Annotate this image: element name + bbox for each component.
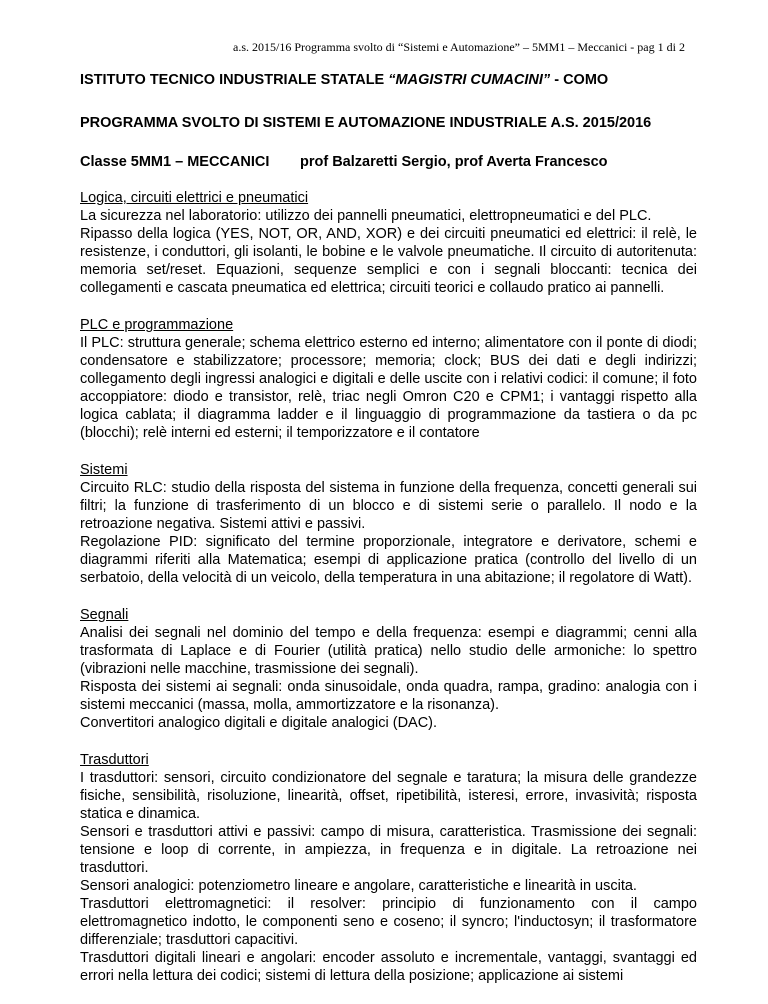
section-title: Sistemi — [80, 462, 128, 478]
school-suffix: - COMO — [550, 72, 609, 88]
section-paragraph: Sensori e trasduttori attivi e passivi: campo di misura, caratteristica. Trasmissione dei segnali: tensione e loop di corrente, in ampiezza, in frequenza e in digitale. La retroazione nei trasduttori. — [80, 824, 697, 876]
section — [80, 606, 697, 732]
school-name: “MAGISTRI CUMACINI” — [388, 72, 551, 88]
section-paragraph: Il PLC: struttura generale; schema elettrico esterno ed interno; alimentatore con il ponte di diodi; condensatore e stabilizzatore; processore; memoria; clock; BUS dei dati e degli indirizzi; collegamento degli ingressi analogici e digitali e delle uscite con i relativi codici: il comune; il foto accoppiatore: diodo e transistor, relè, triac negli Omron C20 e CPM1; i vantaggi rispetto alla logica cablata; il diagramma ladder e il linguaggio di programmazione da tastiera o da pc (blocchi); relè interni ed esterni; il temporizzatore e il contatore — [80, 335, 697, 441]
section-title: Segnali — [80, 607, 129, 623]
program-title: PROGRAMMA SVOLTO DI SISTEMI E AUTOMAZIONE INDUSTRIALE A.S. 2015/2016 — [80, 115, 652, 131]
section-paragraph: Analisi dei segnali nel dominio del tempo e della frequenza: esempi e diagrammi; cenni alla trasformata di Laplace e di Fourier (utilità pratica) nello studio delle armoniche: lo spettro (vibrazioni nelle macchine, trasmissione dei segnali). — [80, 625, 697, 677]
class-label: Classe 5MM1 – MECCANICI — [80, 154, 270, 170]
school-prefix: ISTITUTO TECNICO INDUSTRIALE STATALE — [80, 72, 389, 88]
section-paragraph: Trasduttori elettromagnetici: il resolver: principio di funzionamento con il campo elettromagnetico indotto, le componenti seno e coseno; il syncro; l'inductosyn; il trasformatore differenziale; trasduttori capacitivi. — [80, 896, 697, 948]
section — [80, 316, 697, 442]
section — [80, 751, 697, 985]
teachers: prof Balzaretti Sergio, prof Averta Francesco — [300, 154, 608, 170]
section-title: PLC e programmazione — [80, 317, 234, 333]
school-title — [80, 72, 697, 88]
page-header: a.s. 2015/16 Programma svolto di “Sistemi e Automazione” – 5MM1 – Meccanici - pag 1 di 2 — [233, 40, 685, 54]
sections — [80, 189, 697, 985]
section-paragraph: Convertitori analogico digitali e digitale analogici (DAC). — [80, 715, 438, 731]
section — [80, 461, 697, 587]
section-paragraph: Risposta dei sistemi ai segnali: onda sinusoidale, onda quadra, rampa, gradino: analogia con i sistemi meccanici (massa, molla, ammortizzatore e la risonanza). — [80, 679, 697, 713]
section-title: Trasduttori — [80, 752, 149, 768]
section-title: Logica, circuiti elettrici e pneumatici — [80, 190, 309, 206]
section-paragraph: Sensori analogici: potenziometro lineare e angolare, caratteristiche e linearità in uscita. — [80, 878, 637, 894]
section-paragraph: Trasduttori digitali lineari e angolari: encoder assoluto e incrementale, vantaggi, svantaggi ed errori nella lettura dei codici; sistemi di lettura della posizione; applicazione ai sistemi — [80, 950, 697, 984]
section-paragraph: Circuito RLC: studio della risposta del sistema in funzione della frequenza, concetti generali sui filtri; la funzione di trasferimento di un blocco e di sistemi serie o parallelo. Il nodo e la retroazione negativa. Sistemi attivi e passivi. — [80, 480, 697, 532]
section-paragraph: I trasduttori: sensori, circuito condizionatore del segnale e taratura; la misura delle grandezze fisiche, sensibilità, risoluzione, linearità, offset, ripetibilità, isteresi, errore, invasività; risposta statica e dinamica. — [80, 770, 697, 822]
document-body — [80, 70, 697, 1004]
section — [80, 189, 697, 297]
section-paragraph: Ripasso della logica (YES, NOT, OR, AND, XOR) e dei circuiti pneumatici ed elettrici: il relè, le resistenze, i conduttori, gli isolanti, le bobine e le valvole pneumatiche. Il circuito di autoritenuta: memoria set/reset. Equazioni, sequenze semplici e con i segnali bloccanti: tecnica dei collegamenti e cascata pneumatica ed elettrica; circuiti teorici e collaudo pratico ai pannelli. — [80, 226, 697, 296]
class-line — [80, 154, 697, 170]
section-paragraph: Regolazione PID: significato del termine proporzionale, integratore e derivatore, schemi e diagrammi riferiti alla Matematica; esempi di applicazione pratica (controllo del livello di un serbatoio, della velocità di un veicolo, della temperatura in una abitazione; il regolatore di Watt). — [80, 534, 697, 586]
section-paragraph: La sicurezza nel laboratorio: utilizzo dei pannelli pneumatici, elettropneumatici e del PLC. — [80, 208, 652, 224]
